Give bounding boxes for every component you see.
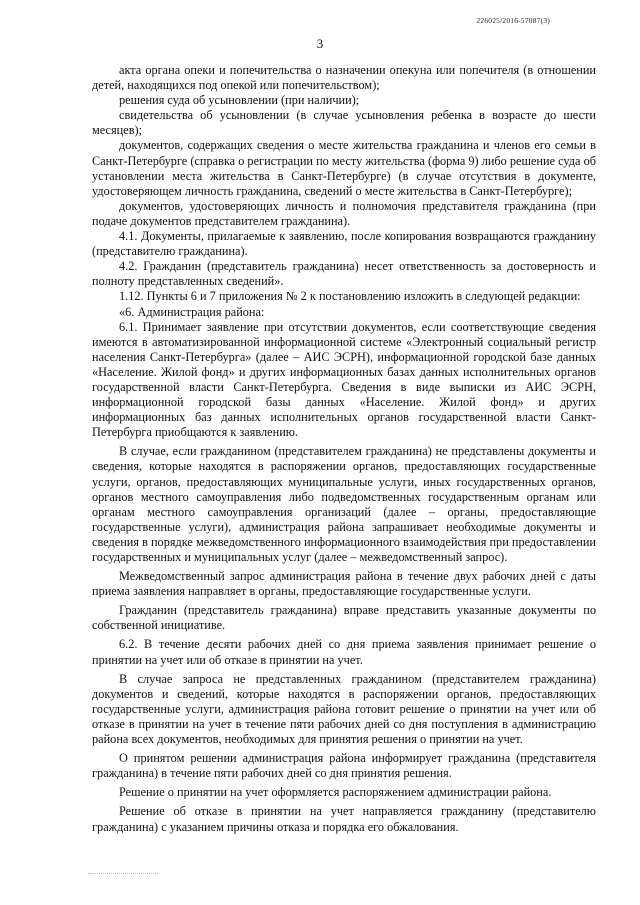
paragraph-6-heading: «6. Администрация района: (119, 304, 265, 319)
page-number: 3 (316, 36, 324, 51)
document-body (92, 63, 596, 835)
paragraph-own-initiative: Гражданин (представитель гражданина) вправе представить указанные документы по собственной инициативе. (92, 603, 596, 633)
paragraph-interagency-request: В случае, если гражданином (представителем гражданина) не представлены документы и сведения, которые находятся в распоряжении органов, предоставляющих государственные услуги, органов, предоставляющих муниципальные услуги, иных государственных органов, органов местного самоуправления либо подведомственных государственным органам или органам местного самоуправления организаций (далее – органы, предоставляющие государственные услуги), администрация района запрашивает необходимые документы и сведения в порядке межведомственного информационного взаимодействия при предоставлении государственных и муниципальных услуг (далее – межведомственный запрос). (92, 444, 597, 564)
paragraph-decision-timing: В случае запроса не представленных гражданином (представителем гражданина) документов и сведений, которые находятся в распоряжении органов, предоставляющих государственные услуги, администрация района готовит решение о принятии на учет или об отказе в принятии на учет в течение пяти рабочих дней со дня поступления в администрацию района всех документов, необходимых для принятия решения о принятии на учет. (92, 671, 596, 747)
paragraph-1-12: 1.12. Пункты 6 и 7 приложения № 2 к постановлению изложить в следующей редакции: (119, 289, 581, 304)
paragraph-adoption-certificate: свидетельства об усыновлении (в случае усыновления ребенка в возрасте до шести месяцев); (92, 108, 596, 138)
paragraph-decision-order: Решение о принятии на учет оформляется распоряжением администрации района. (119, 785, 552, 800)
paragraph-refusal: Решение об отказе в принятии на учет направляется гражданину (представителю гражданина) с указанием причины отказа и порядка его обжалования. (92, 804, 596, 834)
document-id: 226025/2016-57087(3) (476, 16, 550, 25)
paragraph-6-2: 6.2. В течение десяти рабочих дней со дня приема заявления принимает решение о принятии на учет или об отказе в принятии на учет. (92, 637, 596, 667)
paragraph-6-1: 6.1. Принимает заявление при отсутствии документов, если соответствующие сведения имеются в автоматизированной информационной системе «Электронный социальный регистр населения Санкт-Петербурга» (далее – АИС ЭСРН), информационной городской базе данных «Население. Жилой фонд» и других информационных базах данных исполнительных органов государственной власти Санкт-Петербурга. Сведения в виде выписки из АИС ЭСРН, информационной городской базы данных «Население. Жилой фонд» и других информационных баз данных исполнительных органов государственной власти Санкт-Петербурга приобщаются к заявлению. (92, 319, 596, 440)
paragraph-residence-documents: документов, содержащих сведения о месте жительства гражданина и членов его семьи в Санкт-Петербурге (справка о регистрации по месту жительства (форма 9) либо решение суда об установлении места жительства в Санкт-Петербурге) (в случае отсутствия в документе, удостоверяющем личность гражданина, сведений о месте жительства в Санкт-Петербурге); (92, 138, 596, 198)
paragraph-representative-documents: документов, удостоверяющих личность и полномочия представителя гражданина (при подаче документов представителем гражданина). (92, 198, 596, 228)
paragraph-4-1: 4.1. Документы, прилагаемые к заявлению, после копирования возвращаются гражданину (представителю гражданина). (92, 229, 596, 259)
paragraph-notification: О принятом решении администрация района информирует гражданина (представителя гражданина) в течение пяти рабочих дней со дня принятия решения. (92, 751, 596, 781)
paragraph-guardianship-act: акта органа опеки и попечительства о назначении опекуна или попечителя (в отношении детей, находящихся под опекой или попечительством); (92, 63, 596, 93)
paragraph-adoption-court: решения суда об усыновлении (при наличии); (119, 93, 360, 108)
scan-artifact (88, 870, 158, 874)
paragraph-4-2: 4.2. Гражданин (представитель гражданина) несет ответственность за достоверность и полноту представленных сведений». (92, 259, 596, 289)
paragraph-request-timing: Межведомственный запрос администрация района в течение двух рабочих дней с даты приема заявления направляет в органы, предоставляющие государственные услуги. (92, 569, 596, 599)
